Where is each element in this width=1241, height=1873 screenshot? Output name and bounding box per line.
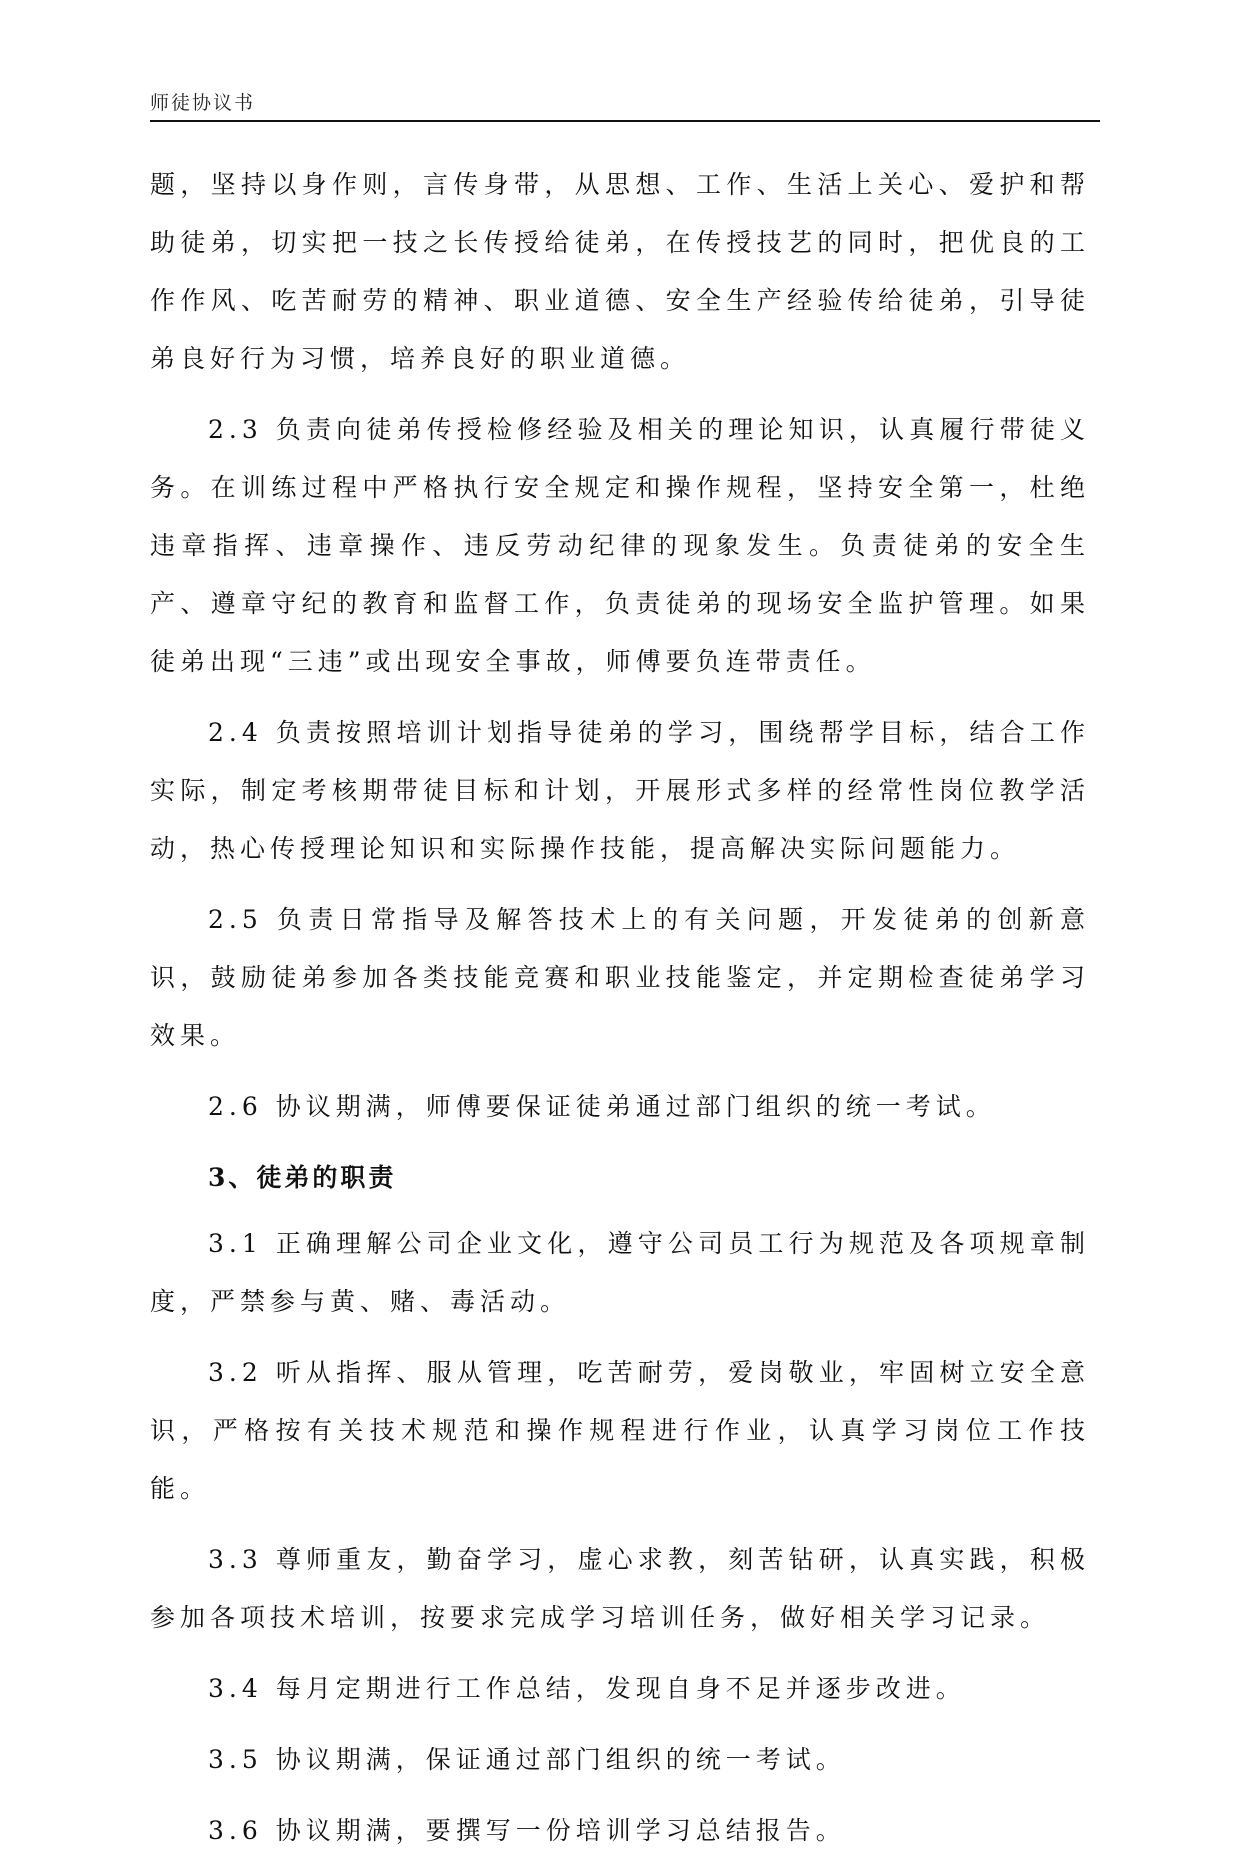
paragraph-3-2: 3.2 听从指挥、服从管理，吃苦耐劳，爱岗敬业，牢固树立安全意识，严格按有关技术规范和操作规程进行作业，认真学习岗位工作技能。 [150, 1358, 1090, 1503]
paragraph-3-4: 3.4 每月定期进行工作总结，发现自身不足并逐步改进。 [208, 1674, 966, 1703]
paragraph-2-4: 2.4 负责按照培训计划指导徒弟的学习，围绕帮学目标，结合工作实际，制定考核期带徒目标和计划，开展形式多样的经常性岗位教学活动，热心传授理论知识和实际操作技能，提高解决实际问题能力。 [150, 718, 1090, 863]
paragraph-3-5: 3.5 协议期满，保证通过部门组织的统一考试。 [208, 1745, 846, 1774]
document-body [150, 156, 1090, 1873]
paragraph-2-6: 2.6 协议期满，师傅要保证徒弟通过部门组织的统一考试。 [208, 1092, 996, 1121]
paragraph-continued: 题，坚持以身作则，言传身带，从思想、工作、生活上关心、爱护和帮助徒弟，切实把一技之长传授给徒弟，在传授技艺的同时，把优良的工作作风、吃苦耐劳的精神、职业道德、安全生产经验传给徒弟，引导徒弟良好行为习惯，培养良好的职业道德。 [150, 170, 1090, 373]
section-heading-3: 3、徒弟的职责 [208, 1163, 397, 1192]
paragraph-2-3: 2.3 负责向徒弟传授检修经验及相关的理论知识，认真履行带徒义务。在训练过程中严格执行安全规定和操作规程，坚持安全第一，杜绝违章指挥、违章操作、违反劳动纪律的现象发生。负责徒弟的安全生产、遵章守纪的教育和监督工作，负责徒弟的现场安全监护管理。如果徒弟出现“三违”或出现安全事故，师傅要负连带责任。 [150, 415, 1090, 676]
paragraph-3-1: 3.1 正确理解公司企业文化，遵守公司员工行为规范及各项规章制度，严禁参与黄、赌、毒活动。 [150, 1229, 1090, 1316]
paragraph-3-3: 3.3 尊师重友，勤奋学习，虚心求教，刻苦钻研，认真实践，积极参加各项技术培训，按要求完成学习培训任务，做好相关学习记录。 [150, 1545, 1090, 1632]
page-header-title: 师徒协议书 [150, 92, 256, 114]
header-rule [150, 120, 1100, 122]
paragraph-2-5: 2.5 负责日常指导及解答技术上的有关问题，开发徒弟的创新意识，鼓励徒弟参加各类技能竞赛和职业技能鉴定，并定期检查徒弟学习效果。 [150, 905, 1090, 1050]
paragraph-3-6: 3.6 协议期满，要撰写一份培训学习总结报告。 [208, 1816, 846, 1845]
